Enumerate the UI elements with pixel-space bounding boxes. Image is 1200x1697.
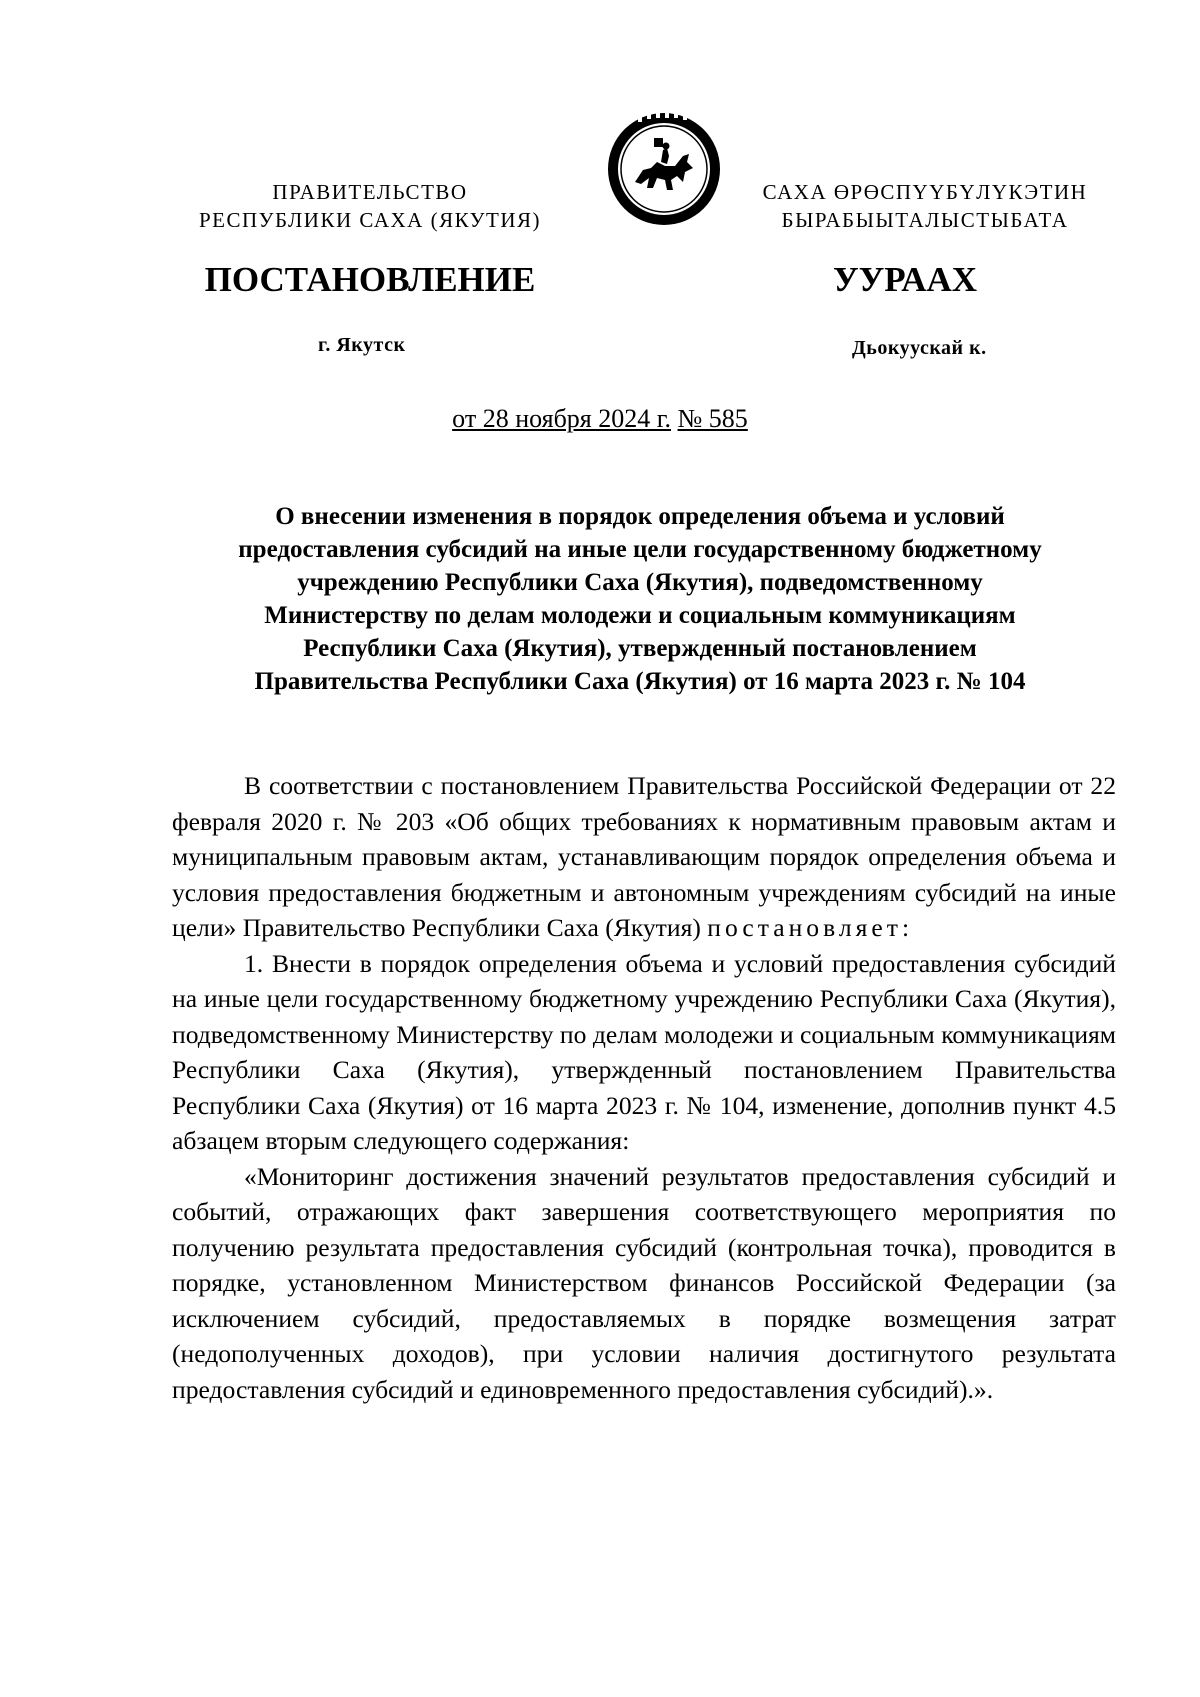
doc-type-sakha: УУРААХ xyxy=(832,260,978,299)
title-line: Республики Саха (Якутия), утвержденный постановлением xyxy=(303,635,977,662)
decree-word: постановляет: xyxy=(707,913,914,942)
title-line: Правительства Республики Саха (Якутия) от 16 марта 2023 г. № 104 xyxy=(254,668,1026,695)
title-line: предоставления субсидий на иные цели государственному бюджетному xyxy=(238,536,1042,563)
title-line: Министерству по делам молодежи и социальным коммуникациям xyxy=(264,602,1016,629)
city-russian: г. Якутск xyxy=(318,334,406,356)
preamble-paragraph xyxy=(172,768,1116,946)
org-name-sakha-line2: БЫРАБЫЫТАЛЫСТЫБАТА xyxy=(781,208,1069,232)
title-line: учреждению Республики Саха (Якутия), подведомственному xyxy=(297,569,983,596)
org-name-russian-line2: РЕСПУБЛИКИ САХА (ЯКУТИЯ) xyxy=(198,208,542,232)
document-body xyxy=(172,768,1116,1407)
coat-of-arms-icon xyxy=(605,110,723,228)
city-sakha: Дьокуускай к. xyxy=(852,337,987,359)
org-name-russian xyxy=(180,178,560,234)
document-number: № 585 xyxy=(677,404,748,433)
org-name-sakha xyxy=(735,178,1115,234)
document-date-number xyxy=(180,403,1020,435)
document-date: от 28 ноября 2024 г. xyxy=(452,404,671,433)
document-title xyxy=(170,500,1110,698)
org-name-sakha-line1: САХА ӨРӨСПҮҮБҮЛҮКЭТИН xyxy=(762,180,1088,204)
title-line: О внесении изменения в порядок определения объема и условий xyxy=(275,503,1005,530)
org-name-russian-line1: ПРАВИТЕЛЬСТВО xyxy=(272,180,468,204)
doc-type-russian: ПОСТАНОВЛЕНИЕ xyxy=(204,260,536,299)
preamble-text: В соответствии с постановлением Правительства Российской Федерации от 22 февраля 2020 г. № 203 «Об общих требованиях к нормативным правовым актам и муниципальным правовым актам, устанавливающим порядок определения объема и условия предоставления бюджетным и автономным учреждениям субсидий на иные цели» Правительство Республики Саха (Якутия) xyxy=(172,771,1116,942)
item-1-paragraph: 1. Внести в порядок определения объема и условий предоставления субсидий на иные цели государственному бюджетному учреждению Республики Саха (Якутия), подведомственному Министерству по делам молодежи и социальным коммуникациям Республики Саха (Якутия), утвержденный постановлением Правительства Республики Саха (Якутия) от 16 марта 2023 г. № 104, изменение, дополнив пункт 4.5 абзацем вторым следующего содержания: xyxy=(172,948,1116,1155)
quoted-paragraph: «Мониторинг достижения значений результатов предоставления субсидий и событий, отражающих факт завершения соответствующего мероприятия по получению результата предоставления субсидий (контрольная точка), проводится в порядке, установленном Министерством финансов Российской Федерации (за исключением субсидий, предоставляемых в порядке возмещения затрат (недополученных доходов), при условии наличия достигнутого результата предоставления субсидий и единовременного предоставления субсидий).». xyxy=(172,1161,1116,1404)
